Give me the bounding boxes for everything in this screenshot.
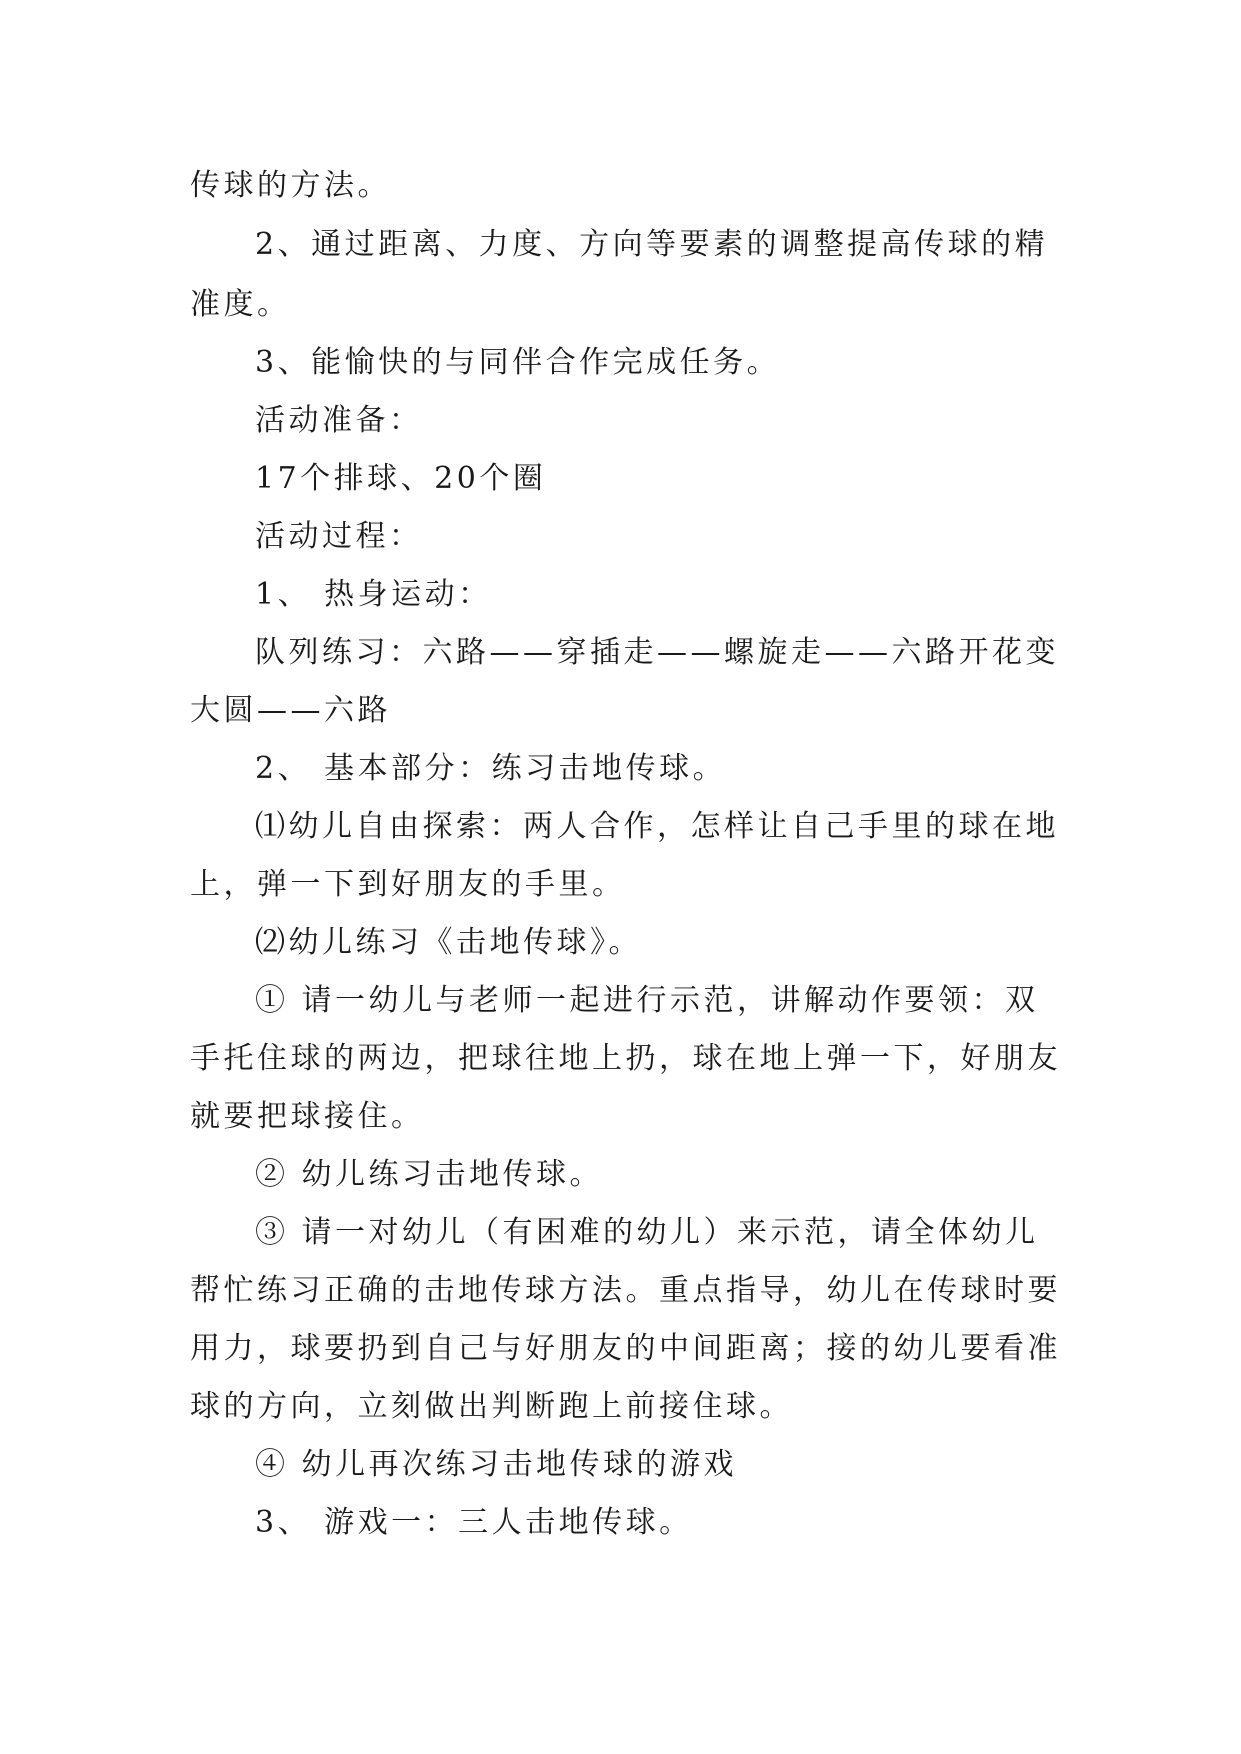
text-line: 1、 热身运动： [255, 577, 492, 612]
text-line: 帮忙练习正确的击地传球方法。重点指导，幼儿在传球时要 [190, 1273, 1061, 1308]
text-line: 就要把球接住。 [190, 1099, 425, 1134]
text-line: ① 请一幼儿与老师一起进行示范，讲解动作要领：双 [255, 983, 1039, 1018]
section-heading: 活动过程： [255, 519, 423, 554]
text-line: 17个排球、20个圈 [255, 461, 547, 496]
text-line: 2、 基本部分：练习击地传球。 [255, 751, 727, 786]
text-line: 大圆——六路 [190, 693, 391, 728]
section-heading: 活动准备： [255, 403, 423, 438]
text-line: 3、 游戏一：三人击地传球。 [255, 1505, 693, 1540]
text-line: ⑵幼儿练习《击地传球》。 [255, 925, 642, 960]
text-line: ③ 请一对幼儿（有困难的幼儿）来示范，请全体幼儿 [255, 1215, 1039, 1250]
text-line: 3、能愉快的与同伴合作完成任务。 [255, 345, 781, 380]
text-line: 队列练习：六路——穿插走——螺旋走——六路开花变 [255, 635, 1059, 670]
text-line: 传球的方法。 [190, 168, 391, 203]
text-line: 球的方向，立刻做出判断跑上前接住球。 [190, 1389, 793, 1424]
text-line: 上，弹一下到好朋友的手里。 [190, 867, 626, 902]
text-line: ② 幼儿练习击地传球。 [255, 1157, 604, 1192]
text-line: 用力，球要扔到自己与好朋友的中间距离；接的幼儿要看准 [190, 1331, 1061, 1366]
text-line: ⑴幼儿自由探索：两人合作，怎样让自己手里的球在地 [255, 809, 1059, 844]
text-line: ④ 幼儿再次练习击地传球的游戏 [255, 1447, 738, 1482]
text-line: 手托住球的两边，把球往地上扔，球在地上弹一下，好朋友 [190, 1041, 1061, 1076]
text-line: 准度。 [190, 287, 291, 322]
text-line: 2、通过距离、力度、方向等要素的调整提高传球的精 [255, 227, 1049, 262]
